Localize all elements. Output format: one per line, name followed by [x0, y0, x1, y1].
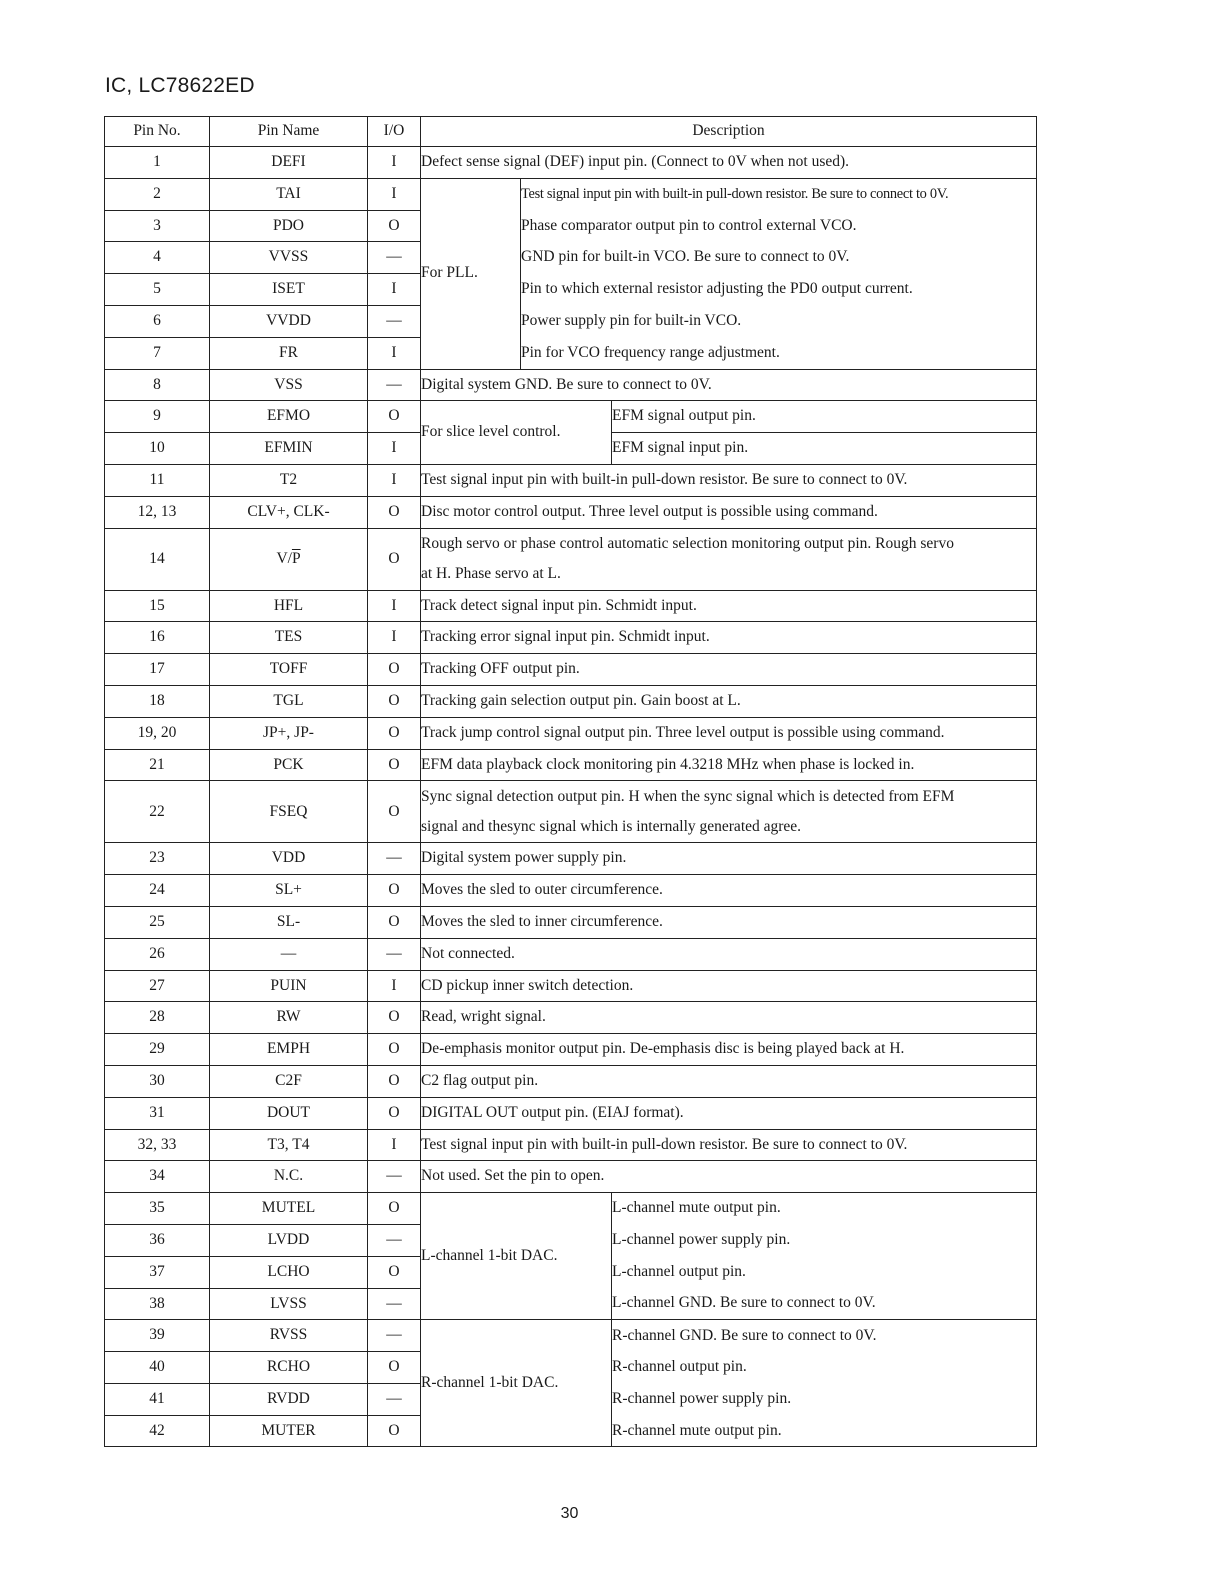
pin-description: Power supply pin for built-in VCO.: [521, 305, 1037, 337]
pin-description: Digital system GND. Be sure to connect to 0V.: [421, 369, 1037, 401]
pin-name: RVSS: [210, 1320, 368, 1352]
pin-description: L-channel power supply pin.: [612, 1224, 1037, 1256]
pin-io: I: [368, 147, 421, 179]
table-row: [105, 305, 1037, 337]
table-row: [105, 875, 1037, 907]
group-label: For slice level control.: [421, 401, 612, 465]
pin-name: FSEQ: [210, 781, 368, 843]
header-description: Description: [421, 117, 1037, 147]
pin-description: R-channel power supply pin.: [612, 1383, 1037, 1415]
pin-number: 42: [105, 1415, 210, 1447]
table-row: [105, 369, 1037, 401]
pin-table-body: [105, 117, 1037, 1447]
pin-number: 34: [105, 1161, 210, 1193]
pin-description: R-channel GND. Be sure to connect to 0V.: [612, 1320, 1037, 1352]
pin-description: De-emphasis monitor output pin. De-emphasis disc is being played back at H.: [421, 1034, 1037, 1066]
pin-description: Test signal input pin with built-in pull-down resistor. Be sure to connect to 0V.: [421, 464, 1037, 496]
pin-number: 40: [105, 1352, 210, 1384]
table-row: [105, 1193, 1037, 1225]
pin-number: 32, 33: [105, 1129, 210, 1161]
header-row: [105, 117, 1037, 147]
pin-io: I: [368, 274, 421, 306]
pin-io: I: [368, 433, 421, 465]
table-row: [105, 1097, 1037, 1129]
group-label: R-channel 1-bit DAC.: [421, 1320, 612, 1447]
table-row: [105, 401, 1037, 433]
header-pin-no: Pin No.: [105, 117, 210, 147]
pin-name: LVDD: [210, 1224, 368, 1256]
group-label: For PLL.: [421, 178, 521, 369]
pin-name: EFMIN: [210, 433, 368, 465]
pin-description: Tracking gain selection output pin. Gain boost at L.: [421, 685, 1037, 717]
pin-name-overline-part: $\overline{P}$: [291, 549, 301, 567]
pin-io: O: [368, 1415, 421, 1447]
pin-number: 14: [105, 528, 210, 590]
pin-io: O: [368, 781, 421, 843]
table-row: [105, 1320, 1037, 1352]
pin-number: 8: [105, 369, 210, 401]
table-row: [105, 464, 1037, 496]
pin-description: Moves the sled to inner circumference.: [421, 906, 1037, 938]
pin-description: R-channel mute output pin.: [612, 1415, 1037, 1447]
table-row: [105, 622, 1037, 654]
pin-name: SL-: [210, 906, 368, 938]
table-row: [105, 843, 1037, 875]
pin-io: I: [368, 464, 421, 496]
pin-name-part: V/: [276, 549, 292, 567]
pin-io: O: [368, 1193, 421, 1225]
table-row: [105, 717, 1037, 749]
pin-io: O: [368, 717, 421, 749]
pin-io: —: [368, 369, 421, 401]
table-row: [105, 590, 1037, 622]
pin-io: O: [368, 1002, 421, 1034]
pin-description: Not connected.: [421, 938, 1037, 970]
pin-description: Test signal input pin with built-in pull-down resistor. Be sure to connect to 0V.: [421, 1129, 1037, 1161]
pin-name: CLV+, CLK-: [210, 496, 368, 528]
pin-name: HFL: [210, 590, 368, 622]
pin-table: [104, 116, 1037, 1447]
pin-description: L-channel mute output pin.: [612, 1193, 1037, 1225]
pin-io: O: [368, 1352, 421, 1384]
table-row: [105, 938, 1037, 970]
pin-name: PUIN: [210, 970, 368, 1002]
pin-name: [210, 528, 368, 590]
pin-name: C2F: [210, 1065, 368, 1097]
pin-number: 11: [105, 464, 210, 496]
pin-description: Not used. Set the pin to open.: [421, 1161, 1037, 1193]
pin-name: T3, T4: [210, 1129, 368, 1161]
pin-number: 19, 20: [105, 717, 210, 749]
pin-number: 24: [105, 875, 210, 907]
pin-name: JP+, JP-: [210, 717, 368, 749]
pin-io: —: [368, 938, 421, 970]
pin-io: O: [368, 1034, 421, 1066]
pin-name: EMPH: [210, 1034, 368, 1066]
page-number: 30: [560, 1505, 579, 1522]
pin-description: Test signal input pin with built-in pull-down resistor. Be sure to connect to 0V.: [521, 178, 1037, 210]
table-row: [105, 210, 1037, 242]
pin-number: 5: [105, 274, 210, 306]
table-row: [105, 685, 1037, 717]
table-row: [105, 1129, 1037, 1161]
table-row: [105, 242, 1037, 274]
pin-description: Pin to which external resistor adjusting the PD0 output current.: [521, 274, 1037, 306]
pin-description: GND pin for built-in VCO. Be sure to connect to 0V.: [521, 242, 1037, 274]
pin-description: [421, 528, 1037, 590]
pin-description: Phase comparator output pin to control external VCO.: [521, 210, 1037, 242]
pin-io: O: [368, 528, 421, 590]
pin-name: LVSS: [210, 1288, 368, 1320]
pin-number: 10: [105, 433, 210, 465]
table-row: [105, 274, 1037, 306]
pin-description: Track detect signal input pin. Schmidt input.: [421, 590, 1037, 622]
pin-description: R-channel output pin.: [612, 1352, 1037, 1384]
pin-io: I: [368, 590, 421, 622]
pin-io: O: [368, 875, 421, 907]
description-line: Sync signal detection output pin. H when the sync signal which is detected from EFM: [421, 787, 955, 805]
pin-name: ISET: [210, 274, 368, 306]
pin-name: TAI: [210, 178, 368, 210]
pin-name: RVDD: [210, 1383, 368, 1415]
pin-io: —: [368, 1288, 421, 1320]
pin-io: O: [368, 654, 421, 686]
pin-io: I: [368, 1129, 421, 1161]
pin-description: Disc motor control output. Three level output is possible using command.: [421, 496, 1037, 528]
pin-name: RCHO: [210, 1352, 368, 1384]
description-line: signal and thesync signal which is internally generated agree.: [421, 817, 802, 835]
pin-io: O: [368, 210, 421, 242]
pin-io: O: [368, 496, 421, 528]
pin-number: 25: [105, 906, 210, 938]
table-row: [105, 1065, 1037, 1097]
pin-io: O: [368, 906, 421, 938]
pin-description: Tracking OFF output pin.: [421, 654, 1037, 686]
pin-name: —: [210, 938, 368, 970]
pin-number: 2: [105, 178, 210, 210]
table-row: [105, 781, 1037, 843]
pin-number: 22: [105, 781, 210, 843]
pin-description: Tracking error signal input pin. Schmidt input.: [421, 622, 1037, 654]
pin-description: Moves the sled to outer circumference.: [421, 875, 1037, 907]
table-row: [105, 147, 1037, 179]
pin-io: —: [368, 1224, 421, 1256]
table-row: [105, 1161, 1037, 1193]
pin-name: VDD: [210, 843, 368, 875]
pin-number: 31: [105, 1097, 210, 1129]
pin-number: 41: [105, 1383, 210, 1415]
pin-number: 36: [105, 1224, 210, 1256]
table-row: [105, 749, 1037, 781]
pin-description: DIGITAL OUT output pin. (EIAJ format).: [421, 1097, 1037, 1129]
pin-io: O: [368, 1097, 421, 1129]
pin-number: 39: [105, 1320, 210, 1352]
document-title: IC, LC78622ED: [105, 74, 255, 97]
pin-io: —: [368, 1383, 421, 1415]
pin-number: 27: [105, 970, 210, 1002]
pin-description: CD pickup inner switch detection.: [421, 970, 1037, 1002]
pin-name: DEFI: [210, 147, 368, 179]
pin-name: SL+: [210, 875, 368, 907]
pin-number: 30: [105, 1065, 210, 1097]
pin-number: 12, 13: [105, 496, 210, 528]
pin-description: Read, wright signal.: [421, 1002, 1037, 1034]
header-io: I/O: [368, 117, 421, 147]
pin-description: [421, 781, 1037, 843]
header-pin-name: Pin Name: [210, 117, 368, 147]
pin-number: 1: [105, 147, 210, 179]
pin-description: Defect sense signal (DEF) input pin. (Connect to 0V when not used).: [421, 147, 1037, 179]
pin-number: 15: [105, 590, 210, 622]
pin-name: N.C.: [210, 1161, 368, 1193]
table-row: [105, 496, 1037, 528]
pin-number: 18: [105, 685, 210, 717]
pin-name: MUTER: [210, 1415, 368, 1447]
pin-description: Digital system power supply pin.: [421, 843, 1037, 875]
pin-description: EFM signal input pin.: [612, 433, 1037, 465]
pin-name: VVSS: [210, 242, 368, 274]
pin-io: I: [368, 337, 421, 369]
table-row: [105, 178, 1037, 210]
group-label: L-channel 1-bit DAC.: [421, 1193, 612, 1320]
table-row: [105, 906, 1037, 938]
pin-number: 7: [105, 337, 210, 369]
table-row: [105, 654, 1037, 686]
pin-description: C2 flag output pin.: [421, 1065, 1037, 1097]
pin-name: TES: [210, 622, 368, 654]
pin-number: 16: [105, 622, 210, 654]
pin-io: O: [368, 749, 421, 781]
pin-number: 35: [105, 1193, 210, 1225]
pin-name: FR: [210, 337, 368, 369]
pin-name: T2: [210, 464, 368, 496]
pin-description: EFM data playback clock monitoring pin 4.3218 MHz when phase is locked in.: [421, 749, 1037, 781]
pin-io: O: [368, 1065, 421, 1097]
pin-number: 6: [105, 305, 210, 337]
pin-name: VSS: [210, 369, 368, 401]
pin-io: O: [368, 685, 421, 717]
pin-description: L-channel GND. Be sure to connect to 0V.: [612, 1288, 1037, 1320]
table-row: [105, 528, 1037, 590]
pin-io: O: [368, 401, 421, 433]
pin-number: 4: [105, 242, 210, 274]
table-row: [105, 970, 1037, 1002]
pin-description: L-channel output pin.: [612, 1256, 1037, 1288]
table-row: [105, 337, 1037, 369]
pin-number: 37: [105, 1256, 210, 1288]
pin-number: 9: [105, 401, 210, 433]
description-line: Rough servo or phase control automatic selection monitoring output pin. Rough servo: [421, 535, 954, 553]
pin-number: 23: [105, 843, 210, 875]
pin-name: TGL: [210, 685, 368, 717]
description-line: at H. Phase servo at L.: [421, 565, 561, 583]
pin-io: I: [368, 970, 421, 1002]
pin-name: TOFF: [210, 654, 368, 686]
pin-number: 29: [105, 1034, 210, 1066]
pin-name: EFMO: [210, 401, 368, 433]
pin-name: DOUT: [210, 1097, 368, 1129]
pin-number: 38: [105, 1288, 210, 1320]
pin-number: 3: [105, 210, 210, 242]
pin-io: —: [368, 305, 421, 337]
table-row: [105, 1034, 1037, 1066]
pin-number: 21: [105, 749, 210, 781]
pin-name: RW: [210, 1002, 368, 1034]
pin-name: PDO: [210, 210, 368, 242]
pin-number: 26: [105, 938, 210, 970]
pin-name: VVDD: [210, 305, 368, 337]
pin-name: MUTEL: [210, 1193, 368, 1225]
pin-description: EFM signal output pin.: [612, 401, 1037, 433]
pin-name: PCK: [210, 749, 368, 781]
pin-io: —: [368, 843, 421, 875]
pin-io: —: [368, 242, 421, 274]
pin-io: —: [368, 1161, 421, 1193]
pin-number: 28: [105, 1002, 210, 1034]
table-row: [105, 1002, 1037, 1034]
pin-description: Track jump control signal output pin. Three level output is possible using command.: [421, 717, 1037, 749]
pin-number: 17: [105, 654, 210, 686]
pin-io: I: [368, 178, 421, 210]
pin-io: O: [368, 1256, 421, 1288]
pin-name: LCHO: [210, 1256, 368, 1288]
pin-io: I: [368, 622, 421, 654]
pin-io: —: [368, 1320, 421, 1352]
pin-description: Pin for VCO frequency range adjustment.: [521, 337, 1037, 369]
